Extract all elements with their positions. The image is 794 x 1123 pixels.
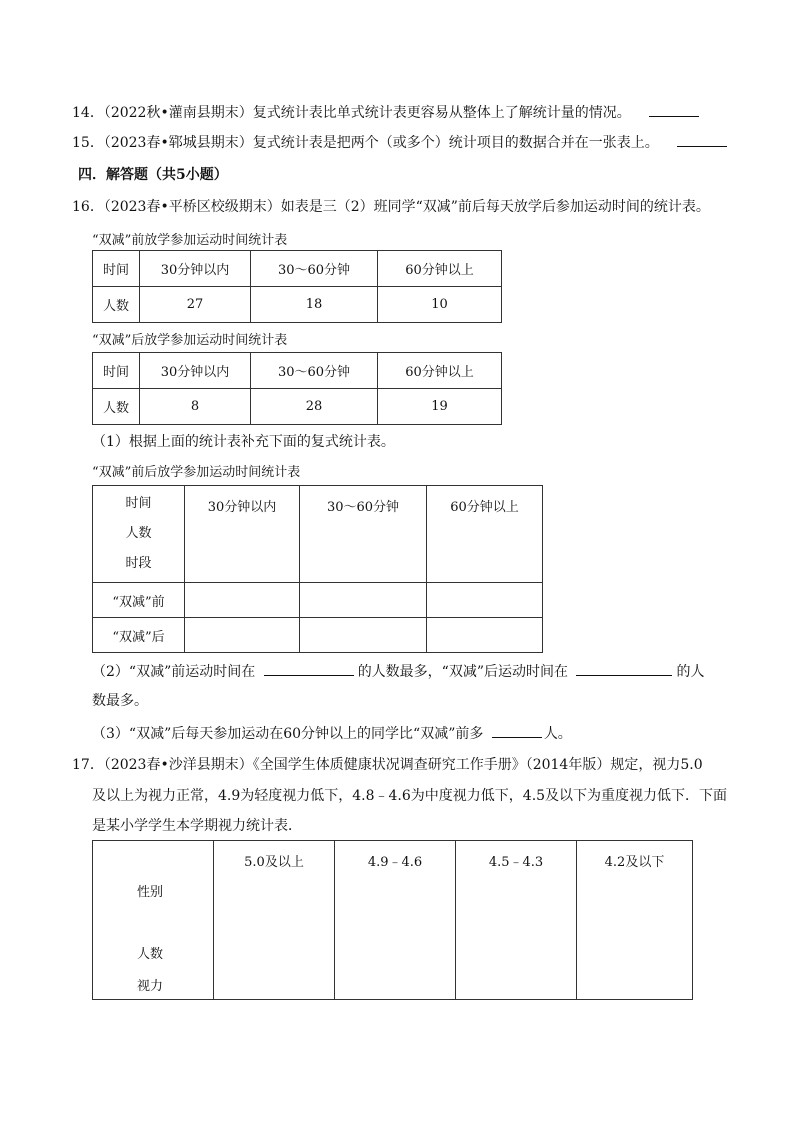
part-3-line xyxy=(92,723,572,743)
section-heading: 四．解答题（共5小题） xyxy=(78,167,228,183)
table-header-row xyxy=(93,251,502,287)
question-text: （2022秋•灌南县期末）复式统计表比单式统计表更容易从整体上了解统计量的情况。 xyxy=(103,105,631,121)
table-cell: 4.2及以下 xyxy=(577,841,693,1000)
question-text: 是某小学学生本学期视力统计表． xyxy=(92,818,302,834)
compound-table xyxy=(92,485,543,653)
table-caption: “双减”前后放学参加运动时间统计表 xyxy=(92,465,301,480)
corner-label: 性别 xyxy=(137,885,164,900)
table-cell: 30～60分钟 xyxy=(251,353,378,389)
question-number: 17． xyxy=(72,757,104,773)
corner-label: 视力 xyxy=(137,979,164,994)
table-cell: 30分钟以内 xyxy=(185,486,300,583)
answer-cell[interactable] xyxy=(427,618,543,653)
table-row xyxy=(93,618,543,653)
table-after xyxy=(92,352,502,425)
corner-label: 人数 xyxy=(125,526,152,541)
corner-label: 时间 xyxy=(125,496,152,511)
table-cell: 4.9﹣4.6 xyxy=(335,841,456,1000)
table-cell: 60分钟以上 xyxy=(378,251,502,287)
table-corner-cell xyxy=(93,486,185,583)
table-cell: 10 xyxy=(378,287,502,323)
question-number: 15． xyxy=(72,135,104,151)
vision-table xyxy=(92,840,693,1000)
table-cell: 30分钟以内 xyxy=(140,251,251,287)
answer-blank[interactable] xyxy=(264,661,354,676)
question-14 xyxy=(72,102,699,122)
table-corner-cell xyxy=(93,841,214,1000)
table-before xyxy=(92,250,502,323)
question-16 xyxy=(72,196,710,216)
table-cell: 30分钟以内 xyxy=(140,353,251,389)
table-cell: 8 xyxy=(140,389,251,425)
table-cell: 60分钟以上 xyxy=(427,486,543,583)
answer-cell[interactable] xyxy=(300,618,427,653)
table-cell: 28 xyxy=(251,389,378,425)
part-1-text: （1）根据上面的统计表补充下面的复式统计表。 xyxy=(92,434,395,450)
table-cell: 人数 xyxy=(93,389,140,425)
answer-blank[interactable] xyxy=(492,723,542,738)
table-cell: 60分钟以上 xyxy=(378,353,502,389)
part-2-text: 的人 xyxy=(676,664,705,680)
part-2-line xyxy=(92,661,704,681)
part-2-text: （2）“双减”前运动时间在 xyxy=(92,664,256,680)
table-cell: 19 xyxy=(378,389,502,425)
question-text: （2023春•平桥区校级期末）如表是三（2）班同学“双减”前后每天放学后参加运动时间的统计表。 xyxy=(103,199,710,215)
table-cell: 时间 xyxy=(93,353,140,389)
table-cell: 5.0及以上 xyxy=(214,841,335,1000)
table-row xyxy=(93,389,502,425)
part-2-text: 数最多。 xyxy=(92,693,148,709)
table-caption: “双减”后放学参加运动时间统计表 xyxy=(92,333,288,348)
answer-cell[interactable] xyxy=(185,618,300,653)
part-3-text: 人。 xyxy=(543,726,572,742)
table-cell: 27 xyxy=(140,287,251,323)
part-3-text: （3）“双减”后每天参加运动在60分钟以上的同学比“双减”前多 xyxy=(92,726,484,742)
answer-blank[interactable] xyxy=(576,661,672,676)
table-header-row xyxy=(93,841,693,1000)
question-17 xyxy=(72,754,703,774)
question-15 xyxy=(72,132,727,152)
table-cell: “双减”前 xyxy=(93,583,185,618)
table-cell: 30～60分钟 xyxy=(300,486,427,583)
table-cell: “双减”后 xyxy=(93,618,185,653)
table-row xyxy=(93,583,543,618)
answer-cell[interactable] xyxy=(300,583,427,618)
question-text: 及以上为视力正常，4.9为轻度视力低下，4.8﹣4.6为中度视力低下，4.5及以下为重度视力低下．下面 xyxy=(92,788,728,804)
part-2-text: 的人数最多，“双减”后运动时间在 xyxy=(357,664,569,680)
question-number: 14． xyxy=(72,105,104,121)
question-text: （2023春•郓城县期末）复式统计表是把两个（或多个）统计项目的数据合并在一张表上。 xyxy=(103,135,659,151)
table-caption: “双减”前放学参加运动时间统计表 xyxy=(92,233,288,248)
table-header-row xyxy=(93,353,502,389)
answer-blank[interactable] xyxy=(649,102,699,117)
answer-blank[interactable] xyxy=(677,132,727,147)
answer-cell[interactable] xyxy=(427,583,543,618)
corner-label: 人数 xyxy=(137,947,164,962)
corner-label: 时段 xyxy=(125,556,152,571)
table-row xyxy=(93,287,502,323)
question-text: （2023春•沙洋县期末）《全国学生体质健康状况调查研究工作手册》（2014年版）规定，视力5.0 xyxy=(103,757,703,773)
table-cell: 人数 xyxy=(93,287,140,323)
table-cell: 18 xyxy=(251,287,378,323)
table-cell: 4.5﹣4.3 xyxy=(456,841,577,1000)
table-cell: 30～60分钟 xyxy=(251,251,378,287)
table-cell: 时间 xyxy=(93,251,140,287)
answer-cell[interactable] xyxy=(185,583,300,618)
table-header-row xyxy=(93,486,543,583)
question-number: 16． xyxy=(72,199,104,215)
